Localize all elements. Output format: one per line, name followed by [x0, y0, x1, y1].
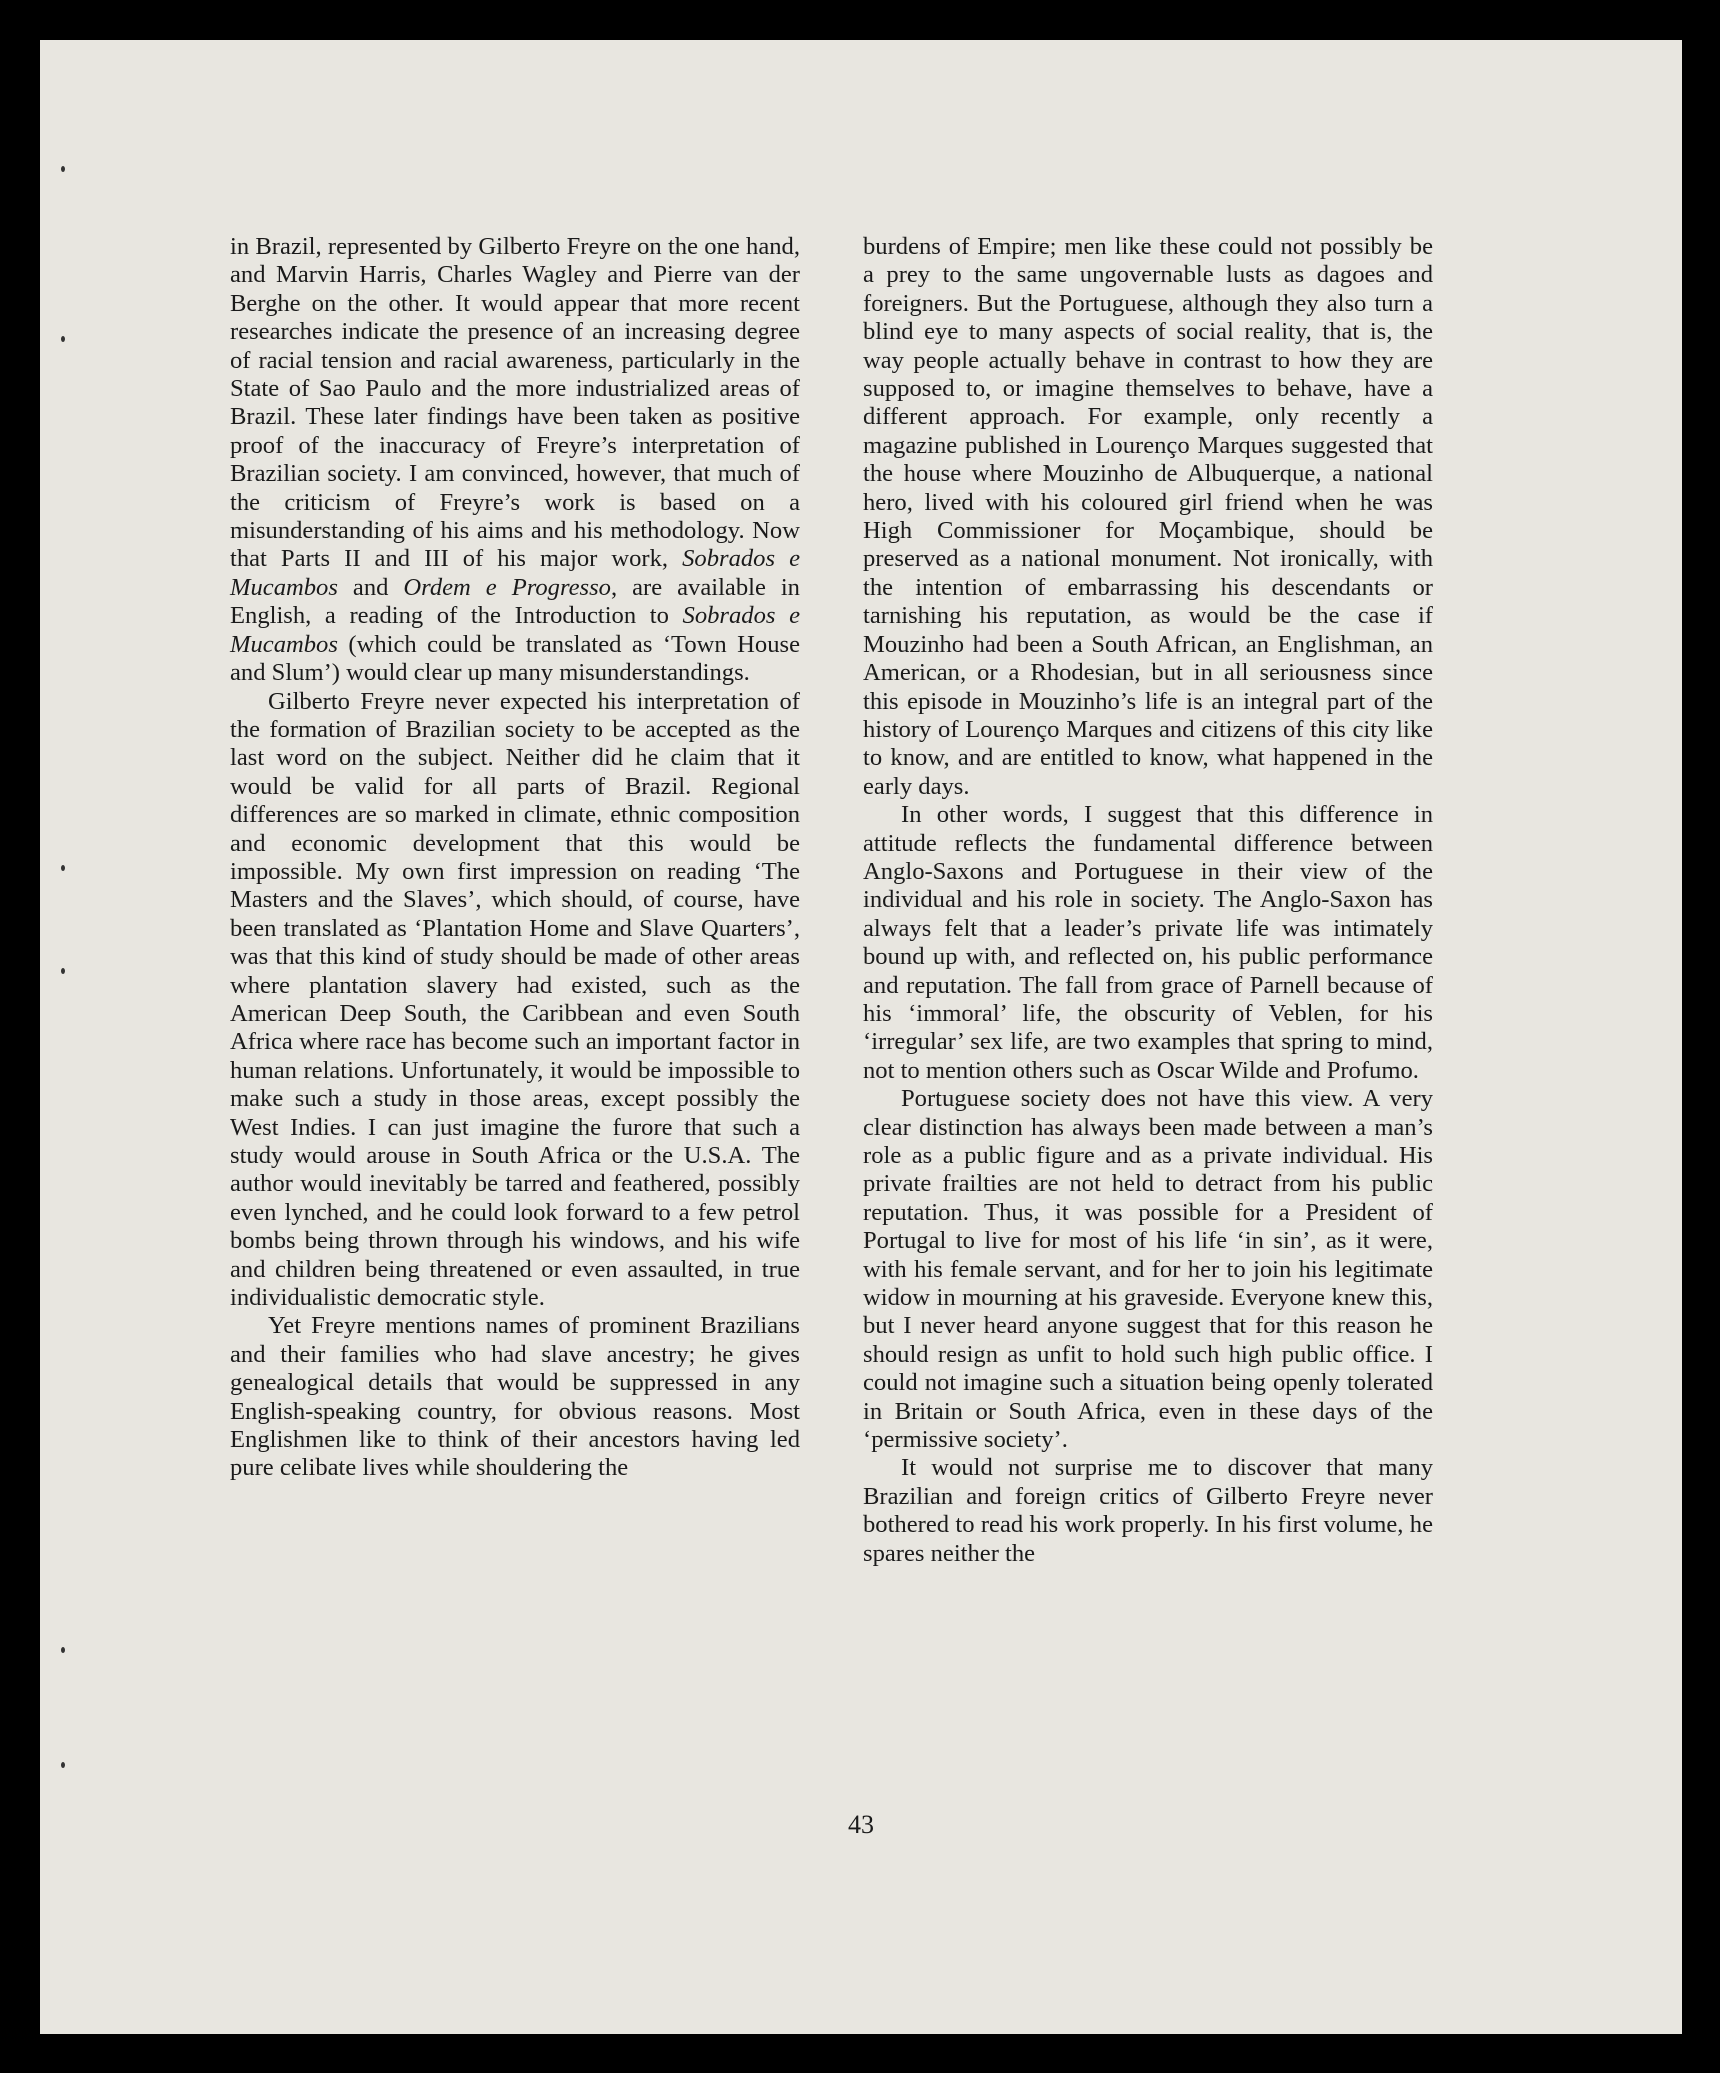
left-text-column [230, 233, 800, 1483]
text-run: , are available in English, a reading of the Introduction to [230, 573, 800, 630]
paragraph: Gilberto Freyre never expected his interpretation of the formation of Brazilian society to be accepted as the last word on the subject. Neither did he claim that it would be valid for all parts of Brazil. Regional differences are so marked in climate, ethnic composition and economic development that this would be impossible. My own first impression on reading ‘The Masters and the Slaves’, which should, of course, have been translated as ‘Plantation Home and Slave Quarters’, was that this kind of study should be made of other areas where plantation slavery had existed, such as the American Deep South, the Caribbean and even South Africa where race has become such an important factor in human relations. Unfortunately, it would be impossible to make such a study in those areas, except possibly the West Indies. I can just imagine the furore that such a study would arouse in South Africa or the U.S.A. The author would inevitably be tarred and feathered, possibly even lynched, and he could look forward to a few petrol bombs being thrown through his windows, and his wife and children being threatened or even assaulted, in true individualistic democratic style. [230, 687, 800, 1312]
text-run: and [337, 573, 404, 601]
italic-title: Sobrados e Mucambos [230, 602, 800, 658]
page-number: 43 [848, 1810, 874, 1839]
paragraph: burdens of Empire; men like these could not possibly be a prey to the same ungovernable lusts as dagoes and foreigners. But the Portuguese, although they also turn a blind eye to many aspects of social reality, that is, the way people actually behave in contrast to how they are supposed to, or imagine themselves to behave, have a different approach. For example, only recently a magazine published in Lourenço Marques suggested that the house where Mouzinho de Albuquerque, a national hero, lived with his coloured girl friend when he was High Commissioner for Moçambique, should be preserved as a national monument. Not ironically, with the intention of embarrassing his descendants or tarnishing his reputation, as would be the case if Mouzinho had been a South African, an Englishman, an American, or a Rhodesian, but in all seriousness since this episode in Mouzinho’s life is an integral part of the history of Lourenço Marques and citizens of this city like to know, and are entitled to know, what happened in the early days. [863, 233, 1433, 800]
text-run: (which could be translated as ‘Town House and Slum’) would clear up many misunderstandings. [230, 630, 800, 687]
paragraph: It would not surprise me to discover that many Brazilian and foreign critics of Gilberto Freyre never bothered to read his work properly. In his first volume, he spares neither the [863, 1454, 1433, 1567]
paragraph: Portuguese society does not have this view. A very clear distinction has always been made between a man’s role as a public figure and as a private individual. His private frailties are not held to detract from his public reputation. Thus, it was possible for a President of Portugal to live for most of his life ‘in sin’, as it were, with his female servant, and for her to join his legitimate widow in mourning at his graveside. Everyone knew this, but I never heard anyone suggest that for this reason he should resign as unfit to hold such high public office. I could not imagine such a situation being openly tolerated in Britain or South Africa, even in these days of the ‘permissive society’. [863, 1085, 1433, 1454]
scan-speck [61, 968, 65, 974]
scan-speck [61, 1647, 65, 1653]
text-run: in Brazil, represented by Gilberto Freyre on the one hand, and Marvin Harris, Charles Wagley and Pierre van der Berghe on the other. It would appear that more recent researches indicate the presence of an increasing degree of racial tension and racial awareness, particularly in the State of Sao Paulo and the more industrialized areas of Brazil. These later findings have been taken as positive proof of the inaccuracy of Freyre’s interpretation of Brazilian society. I am convinced, however, that much of the criticism of Freyre’s work is based on a misunderstanding of his aims and his methodology. Now that Parts II and III of his major work, [230, 233, 800, 573]
scan-speck [61, 865, 65, 871]
paragraph: Yet Freyre mentions names of prominent Brazilians and their families who had slave ancestry; he gives genealogical details that would be suppressed in any English-speaking country, for obvious reasons. Most Englishmen like to think of their ancestors having led pure celibate lives while shouldering the [230, 1312, 800, 1482]
right-text-column [863, 233, 1433, 1568]
scan-speck [61, 1762, 65, 1768]
paragraph [230, 233, 800, 688]
paragraph: In other words, I suggest that this difference in attitude reflects the fundamental difference between Anglo-Saxons and Portuguese in their view of the individual and his role in society. The Anglo-Saxon has always felt that a leader’s private life was intimately bound up with, and reflected on, his public performance and reputation. The fall from grace of Parnell because of his ‘immoral’ life, the obscurity of Veblen, for his ‘irregular’ sex life, are two examples that spring to mind, not to mention others such as Oscar Wilde and Profumo. [863, 801, 1433, 1084]
italic-title: Sobrados e Mucambos [230, 545, 800, 601]
scan-speck [61, 336, 65, 342]
italic-title: Ordem e Progresso [403, 573, 611, 601]
document-page [40, 40, 1682, 2034]
scan-speck [61, 166, 65, 172]
